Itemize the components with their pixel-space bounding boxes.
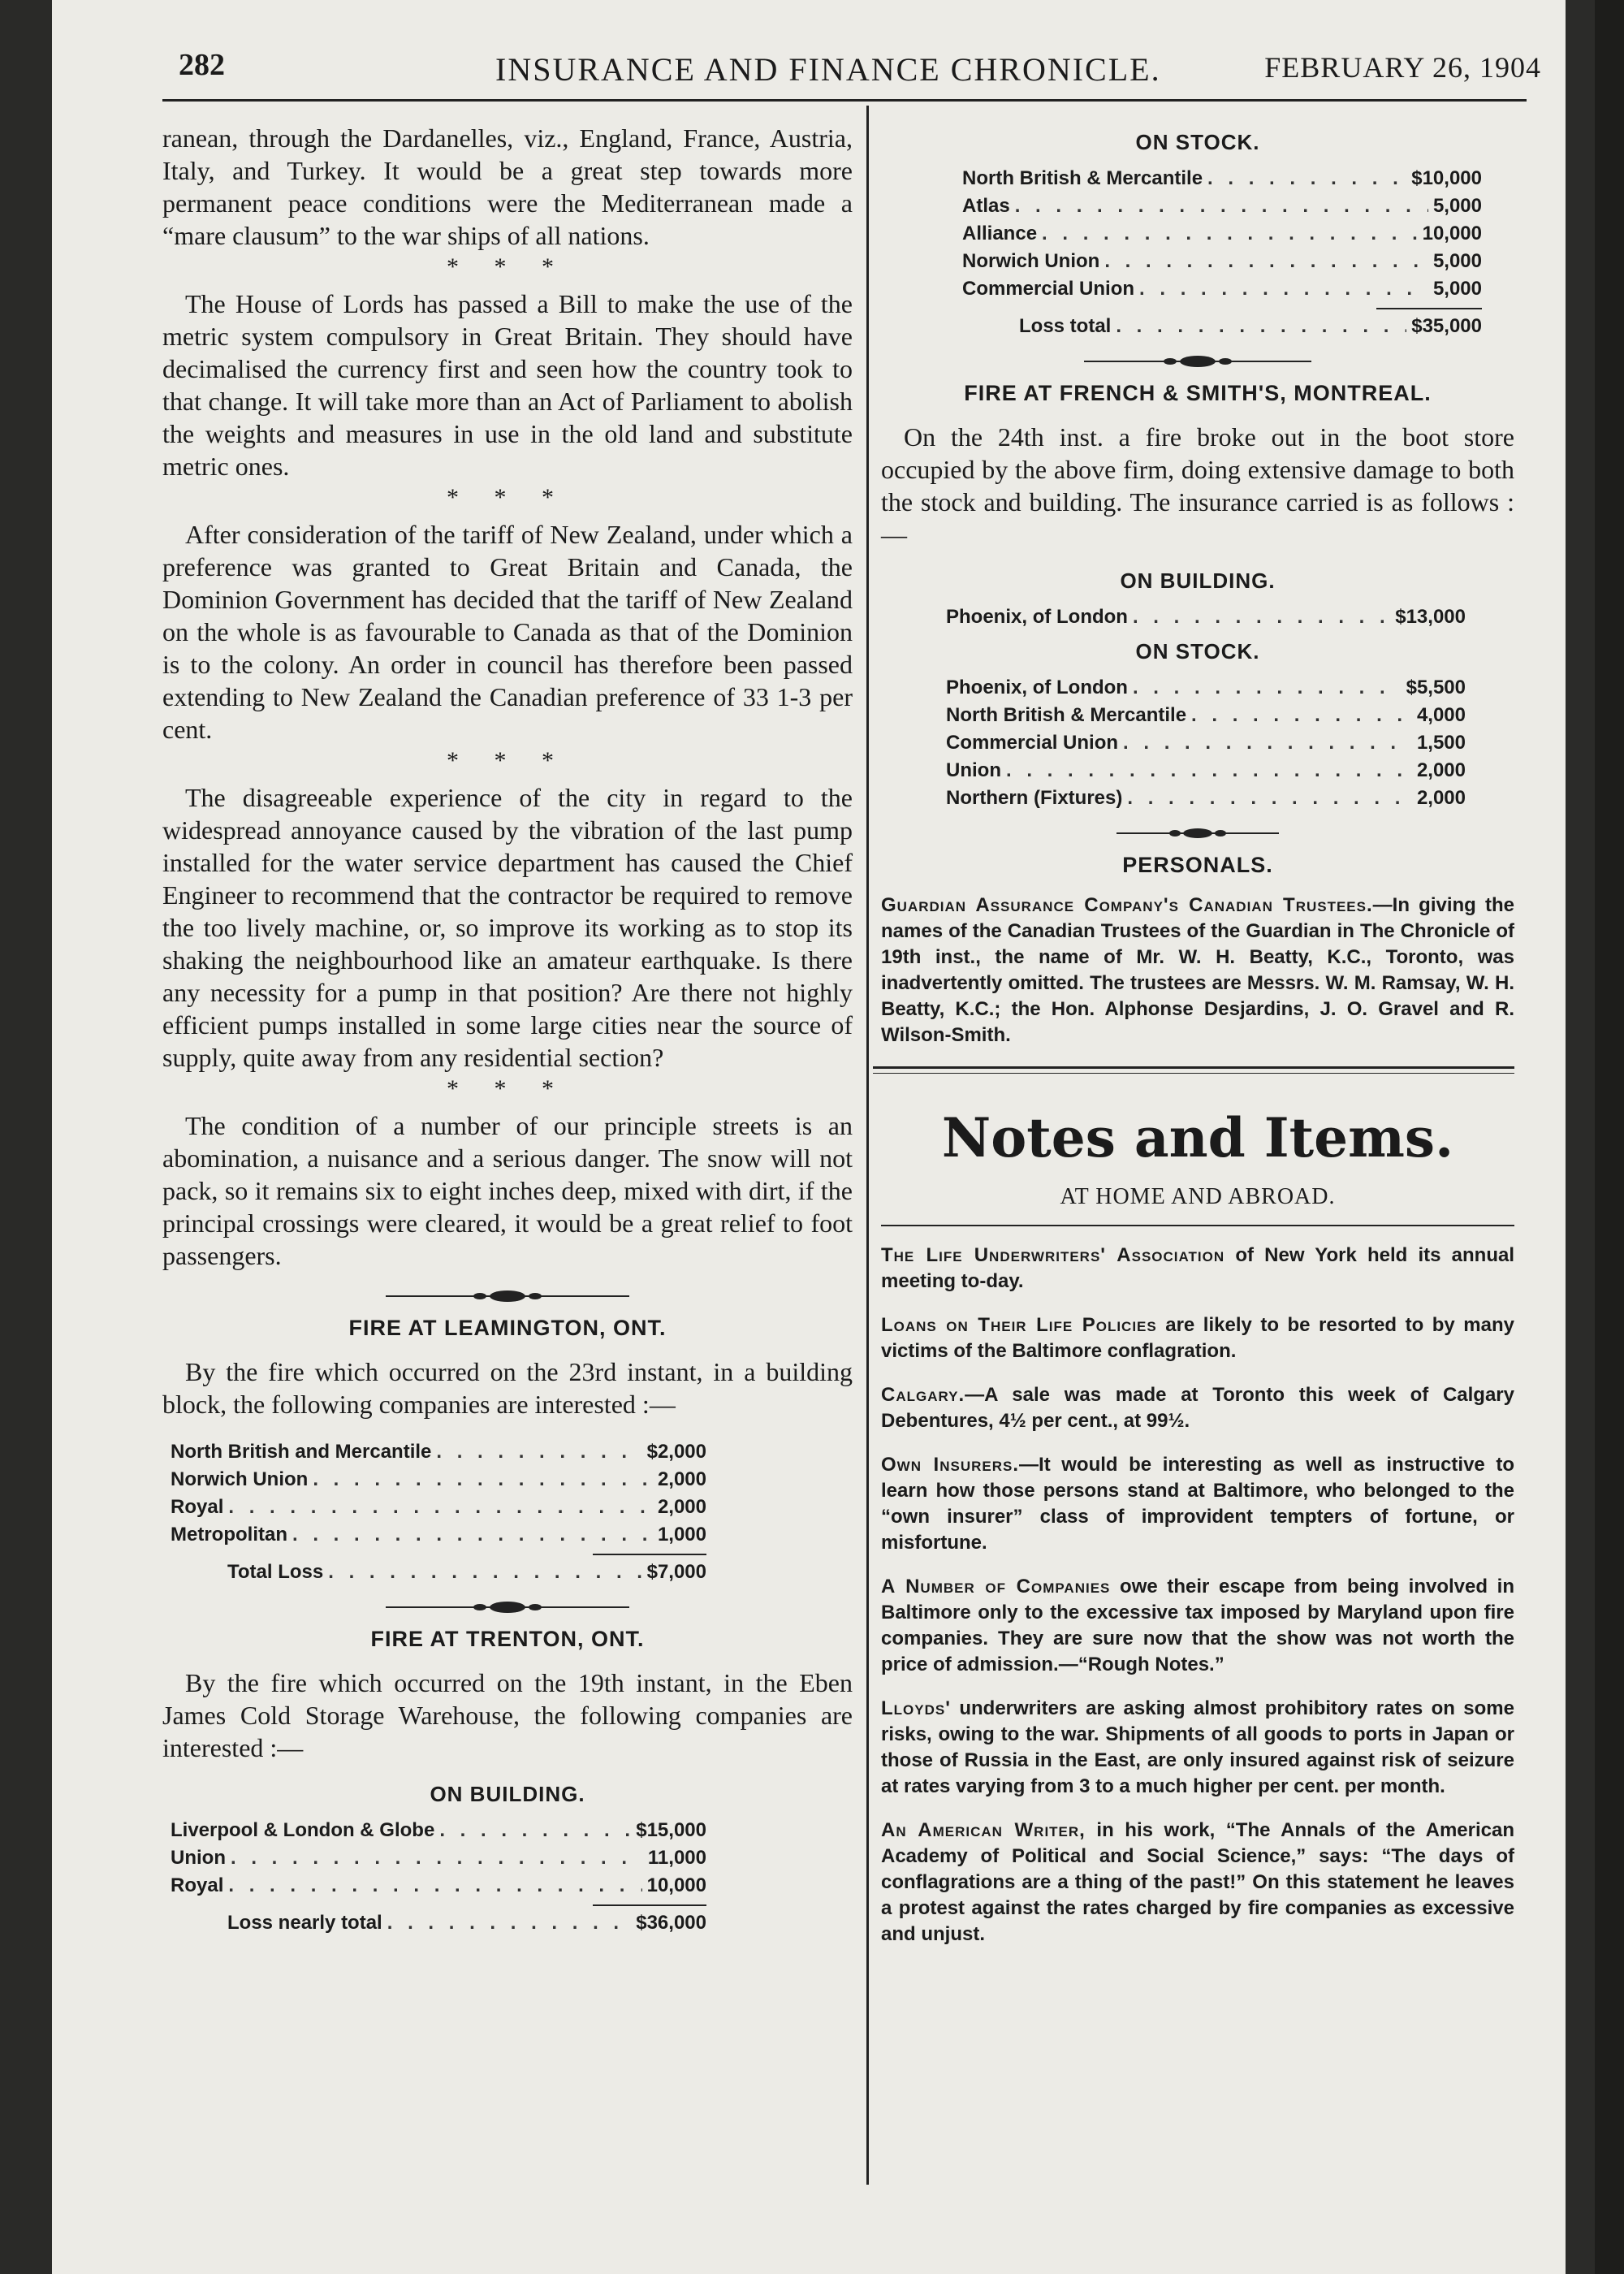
table-row: Northern (Fixtures) . . . 2,000 — [946, 785, 1466, 812]
total-rule — [593, 1904, 706, 1906]
stock-subhead: ON STOCK. — [1135, 639, 1260, 664]
journal-title: INSURANCE AND FINANCE CHRONICLE. — [495, 51, 1161, 88]
personals-text: —In giving the names of the Canadian Trustees of the Guardian in The Chronicle of 19th inst., the name of Mr. W. H. Beatty, K.C., Toronto, was inadvertently omitted. The trustees are Messrs. W. M. Ramsay, W. H. Beatty, K.C.; the Hon. Alphonse Desjardins, J. O. Gravel and R. Wilson-Smith. — [881, 894, 1515, 1046]
stock-table — [962, 165, 1482, 340]
section-stars: * * * — [447, 747, 568, 774]
total-rule — [593, 1554, 706, 1555]
stock-subhead: ON STOCK. — [1135, 130, 1260, 154]
ornament-rule — [386, 1601, 629, 1614]
column-divider — [866, 106, 869, 2185]
total-row: Loss total . . . $35,000 — [1019, 313, 1482, 340]
personals-lead: Guardian Assurance Company's Canadian Trustees. — [881, 894, 1373, 916]
ornament-rule — [386, 1290, 629, 1303]
heading-fire-trenton: FIRE AT TRENTON, ONT. — [370, 1627, 645, 1651]
leamington-table — [171, 1438, 706, 1586]
section-double-rule — [873, 1066, 1514, 1074]
notes-rule — [881, 1225, 1514, 1226]
issue-date: FEBRUARY 26, 1904 — [1264, 51, 1541, 84]
table-row: Liverpool & London & Globe . . . $15,000 — [171, 1817, 706, 1844]
section-stars: * * * — [447, 253, 568, 280]
trenton-building-subhead: ON BUILDING. — [430, 1782, 585, 1806]
heading-personals: PERSONALS. — [1122, 853, 1273, 877]
header-rule — [162, 99, 1527, 102]
table-row: Atlas . . . 5,000 — [962, 192, 1482, 220]
left-column — [162, 122, 853, 1942]
list-item: A Number of Companies owe their escape from being involved in Baltimore only to the excessive tax imposed by Maryland upon fire companies. They are sure now that the show was not worth the price of admission.—“Rough Notes.” — [881, 1576, 1514, 1675]
building-table — [946, 603, 1466, 631]
personals-paragraph — [881, 893, 1514, 1048]
section-stars: * * * — [447, 1075, 568, 1102]
notes-subtitle: AT HOME AND ABROAD. — [1060, 1184, 1336, 1209]
table-row: Phoenix, of London . . . $5,500 — [946, 674, 1466, 702]
ornament-rule — [1084, 355, 1311, 368]
table-row: Royal . . . 10,000 — [171, 1872, 706, 1900]
total-rule — [1376, 308, 1482, 309]
table-row: North British & Mercantile . . . 4,000 — [946, 702, 1466, 729]
leamington-intro: By the fire which occurred on the 23rd instant, in a building block, the following companies are interested :— — [162, 1357, 853, 1419]
list-item: The Life Underwriters' Association of New York held its annual meeting to-day. — [881, 1244, 1515, 1292]
section-stars: * * * — [447, 484, 568, 511]
stock-table — [946, 674, 1466, 812]
table-row: Metropolitan . . . 1,000 — [171, 1521, 706, 1549]
right-column — [881, 122, 1514, 1965]
table-row: Commercial Union . . . 5,000 — [962, 275, 1482, 303]
table-row: Union . . . 11,000 — [171, 1844, 706, 1872]
paragraph-streets: The condition of a number of our principle streets is an abomination, a nuisance and a serious danger. The snow will not pack, so it remains six to eight inches deep, mixed with dirt, if the principal crossings were cleared, it would be a great relief to foot passengers. — [162, 1111, 853, 1270]
building-subhead: ON BUILDING. — [1120, 568, 1276, 593]
table-row: Norwich Union . . . 2,000 — [171, 1466, 706, 1494]
page-header — [179, 41, 1543, 97]
table-row: Norwich Union . . . 5,000 — [962, 248, 1482, 275]
table-row: Alliance . . . 10,000 — [962, 220, 1482, 248]
list-item: Lloyds' underwriters are asking almost prohibitory rates on some risks, owing to the war. Shipments of all goods to ports in Japan or those of Russia in the East, are only insured against risk of seizure at rates varying from 3 to a much higher per cent. per month. — [881, 1697, 1514, 1797]
paragraph-mediterranean: ranean, through the Dardanelles, viz., England, France, Austria, Italy, and Turkey. It would be a great step towards more permanent peace conditions were the Mediterranean made a “mare clausum” to the war ships of all nations. — [162, 123, 853, 250]
trenton-table — [171, 1817, 706, 1937]
heading-fire-french-smith: FIRE AT FRENCH & SMITH'S, MONTREAL. — [964, 381, 1432, 405]
page-number: 282 — [179, 48, 225, 82]
paragraph-metric-system: The House of Lords has passed a Bill to make the use of the metric system compulsory in Great Britain. They should have decimalised the currency first and seen how the country took to that change. It will take more than an Act of Parliament to abolish the weights and measures in use in the old land and substitute metric ones. — [162, 289, 853, 481]
list-item: Calgary.—A sale was made at Toronto this week of Calgary Debentures, 4½ per cent., at 99½. — [881, 1384, 1514, 1432]
table-row: Union . . . 2,000 — [946, 757, 1466, 785]
page-edge-shadow — [1566, 0, 1595, 2274]
list-item: An American Writer, in his work, “The Annals of the American Academy of Political and Social Science,” says: “The days of conflagrations are a thing of the past!” On this statement he leaves a protest against the rates charged by fire companies as excessive and unjust. — [881, 1819, 1514, 1945]
list-item: Loans on Their Life Policies are likely to be resorted to by many victims of the Baltimore conflagration. — [881, 1314, 1514, 1362]
ornament-rule — [1116, 827, 1279, 840]
heading-fire-leamington: FIRE AT LEAMINGTON, ONT. — [348, 1316, 667, 1340]
total-row: Loss nearly total . . . $36,000 — [227, 1909, 706, 1937]
list-item: Own Insurers.—It would be interesting as well as instructive to learn how those persons stand at Baltimore, who belonged to the “own insurer” class of improvident tempters of fortune, or misfortune. — [881, 1454, 1515, 1554]
french-smith-intro: On the 24th inst. a fire broke out in the boot store occupied by the above firm, doing extensive damage to both the stock and building. The insurance carried is as follows :— — [881, 422, 1514, 549]
notes-title: Notes and Items. — [941, 1106, 1454, 1169]
trenton-intro: By the fire which occurred on the 19th instant, in the Eben James Cold Storage Warehouse, the following companies are interested :— — [162, 1668, 853, 1762]
table-row: North British & Mercantile . . . $10,000 — [962, 165, 1482, 192]
paragraph-new-zealand-tariff: After consideration of the tariff of New Zealand, under which a preference was granted to Great Britain and Canada, the Dominion Government has decided that the tariff of New Zealand on the whole is as favourable to Canada as that of the Dominion is to the colony. An order in council has therefore been passed extending to New Zealand the Canadian preference of 33 1-3 per cent. — [162, 520, 853, 744]
total-row: Total Loss . . . $7,000 — [227, 1559, 706, 1586]
table-row: Commercial Union . . . 1,500 — [946, 729, 1466, 757]
table-row: Royal . . . 2,000 — [171, 1494, 706, 1521]
book-spine — [0, 0, 52, 2274]
table-row: North British and Mercantile . . . $2,000 — [171, 1438, 706, 1466]
table-row: Phoenix, of London . . . $13,000 — [946, 603, 1466, 631]
paragraph-pump-vibration: The disagreeable experience of the city in regard to the widespread annoyance caused by the vibration of the last pump installed for the water service department has caused the Chief Engineer to recommend that the contractor be required to remove the too lively machine, or, so improve its working as to stop its shaking the neighbourhood like an amateur earthquake. Is there any necessity for a pump in that position? Are there not highly efficient pumps installed in some large cities near the source of supply, quite away from any residential section? — [162, 783, 853, 1072]
